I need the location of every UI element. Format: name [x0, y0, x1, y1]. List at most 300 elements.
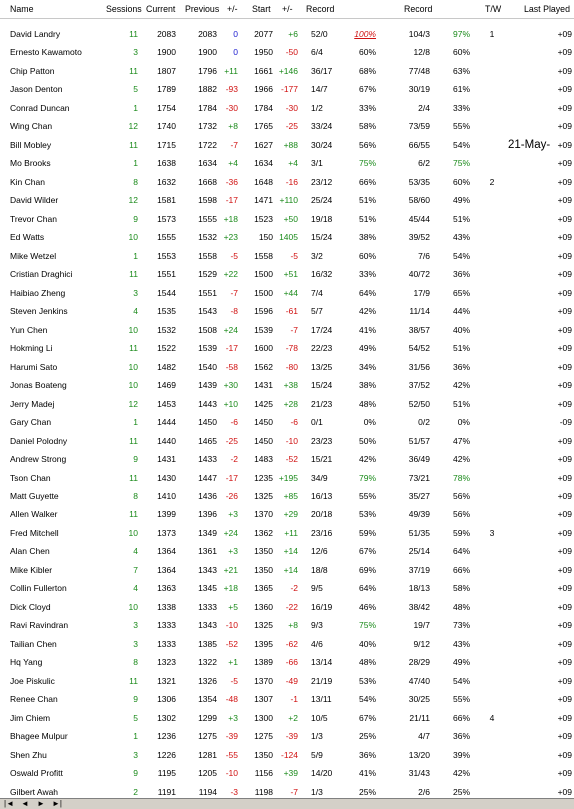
cell-sessions: 9 — [133, 768, 138, 779]
cell-pct1: 48% — [358, 657, 376, 668]
table-row[interactable] — [0, 654, 574, 673]
table-row[interactable] — [0, 414, 574, 433]
table-row[interactable] — [0, 728, 574, 747]
cell-d1: +30 — [223, 380, 238, 391]
cell-current: 1754 — [157, 102, 176, 113]
cell-start: 1562 — [254, 361, 273, 372]
cell-d2: -66 — [285, 657, 298, 668]
cell-current: 1900 — [157, 47, 176, 58]
cell-start: 1600 — [254, 343, 273, 354]
cell-d1: +22 — [223, 269, 238, 280]
cell-d2: -1 — [290, 694, 298, 705]
cell-start: 1950 — [254, 47, 273, 58]
cell-d1: +24 — [223, 527, 238, 538]
cell-start: 1350 — [254, 546, 273, 557]
cell-pct2: 58% — [452, 583, 470, 594]
cell-start: 1325 — [254, 620, 273, 631]
cell-d2: +28 — [283, 398, 298, 409]
table-row[interactable] — [0, 617, 574, 636]
cell-last: +09 — [557, 29, 572, 39]
cell-current: 1715 — [157, 139, 176, 150]
cell-record2: 52/50 — [408, 398, 430, 409]
cell-name: Allen Walker — [10, 509, 58, 520]
cell-record: 19/18 — [311, 213, 333, 224]
table-row[interactable] — [0, 562, 574, 581]
cell-current: 1338 — [157, 601, 176, 612]
cell-start: 1389 — [254, 657, 273, 668]
cell-start: 1500 — [254, 269, 273, 280]
cell-pct1: 67% — [358, 712, 376, 723]
table-row[interactable] — [0, 192, 574, 211]
cell-current: 1573 — [157, 213, 176, 224]
cell-record: 5/7 — [311, 306, 323, 317]
table-row[interactable] — [0, 63, 574, 82]
cell-pct2: 36% — [452, 731, 470, 742]
cell-record: 16/32 — [311, 269, 333, 280]
cell-pct2: 73% — [452, 620, 470, 631]
cell-start: 1156 — [254, 768, 273, 779]
cell-pct2: 49% — [452, 657, 470, 668]
cell-start: 1966 — [254, 84, 273, 95]
cell-previous: 1508 — [198, 324, 217, 335]
cell-current: 1444 — [157, 417, 176, 428]
cell-start: 1350 — [254, 749, 273, 760]
table-row[interactable] — [0, 710, 574, 729]
cell-name: Shen Zhu — [10, 749, 47, 760]
cell-pct1: 53% — [358, 509, 376, 520]
cell-current: 1364 — [157, 546, 176, 557]
cell-record2: 54/52 — [408, 343, 430, 354]
cell-name: Mike Wetzel — [10, 250, 57, 261]
header-start: Start — [252, 4, 271, 14]
cell-last: +09 — [557, 306, 572, 317]
cell-pct1: 55% — [358, 491, 376, 501]
cell-d1: -36 — [225, 176, 238, 187]
cell-d1: -58 — [225, 361, 238, 372]
cell-previous: 1529 — [198, 269, 217, 280]
cell-previous: 1882 — [198, 84, 217, 95]
table-row[interactable] — [0, 451, 574, 470]
cell-pct1: 25% — [358, 786, 376, 797]
table-row[interactable] — [0, 470, 574, 489]
cell-record: 33/24 — [311, 121, 333, 132]
table-row[interactable] — [0, 580, 574, 599]
cell-record: 9/3 — [311, 620, 323, 631]
cell-d1: -17 — [225, 472, 238, 483]
cell-last: +09 — [557, 176, 572, 187]
cell-record: 1/2 — [311, 102, 323, 113]
cell-d1: -2 — [230, 454, 238, 465]
cell-pct1: 38% — [358, 232, 376, 243]
cell-record2: 47/40 — [408, 675, 430, 686]
cell-last: +09 — [557, 583, 572, 594]
cell-record2: 30/25 — [408, 694, 430, 705]
cell-sessions: 9 — [133, 454, 138, 465]
cell-d2: +29 — [283, 509, 298, 520]
cell-pct1: 75% — [358, 620, 376, 631]
cell-d2: -78 — [285, 343, 298, 354]
cell-d1: -55 — [225, 749, 238, 760]
cell-last: +09 — [557, 269, 572, 280]
cell-previous: 1551 — [198, 287, 217, 298]
cell-sessions: 12 — [128, 121, 138, 132]
cell-record: 36/17 — [311, 65, 333, 76]
cell-pct1: 42% — [358, 454, 376, 465]
cell-pct1: 36% — [358, 749, 376, 760]
cell-start: 1765 — [254, 121, 273, 132]
cell-pct1: 58% — [358, 121, 376, 132]
cell-name: Yun Chen — [10, 324, 48, 335]
cell-record: 15/24 — [311, 380, 333, 391]
last-sheet-button[interactable]: ►| — [52, 799, 62, 808]
cell-name: Fred Mitchell — [10, 527, 59, 538]
prev-sheet-button[interactable]: ◄ — [21, 799, 29, 808]
table-row[interactable] — [0, 137, 574, 156]
cell-start: 1198 — [254, 786, 273, 797]
header-change-2: +/- — [282, 4, 293, 14]
table-row[interactable] — [0, 506, 574, 525]
cell-pct1: 46% — [358, 601, 376, 612]
cell-pct2: 42% — [452, 380, 470, 391]
cell-d1: +24 — [223, 324, 238, 335]
cell-previous: 1322 — [198, 657, 217, 668]
cell-start: 1325 — [254, 491, 273, 501]
cell-record2: 38/57 — [408, 324, 430, 335]
cell-record: 14/7 — [311, 84, 328, 95]
cell-last: +09 — [557, 84, 572, 95]
cell-last: +09 — [557, 195, 572, 206]
cell-previous: 1465 — [198, 435, 217, 446]
cell-d1: +18 — [223, 583, 238, 594]
table-row[interactable] — [0, 340, 574, 359]
cell-record: 21/23 — [311, 398, 333, 409]
cell-name: Ernesto Kawamoto — [10, 47, 82, 58]
cell-pct1: 51% — [358, 213, 376, 224]
cell-start: 1365 — [254, 583, 273, 594]
cell-last: +09 — [557, 786, 572, 797]
cell-last: +09 — [557, 768, 572, 779]
cell-previous: 1900 — [198, 47, 217, 58]
cell-record2: 7/6 — [418, 250, 430, 261]
table-row[interactable] — [0, 599, 574, 618]
cell-record: 23/16 — [311, 527, 333, 538]
cell-previous: 1558 — [198, 250, 217, 261]
cell-record: 22/23 — [311, 343, 333, 354]
cell-previous: 1543 — [198, 306, 217, 317]
cell-name: Andrew Strong — [10, 454, 67, 465]
cell-sessions: 7 — [133, 564, 138, 575]
cell-pct1: 60% — [358, 47, 376, 58]
header-sessions: Sessions — [106, 4, 142, 14]
cell-current: 1555 — [157, 232, 176, 243]
table-row[interactable] — [0, 433, 574, 452]
cell-last: +09 — [557, 491, 572, 501]
cell-d1: -17 — [225, 343, 238, 354]
table-row[interactable] — [0, 525, 574, 544]
cell-last: +09 — [557, 638, 572, 649]
cell-name: Jonas Boateng — [10, 380, 67, 391]
cell-record: 17/24 — [311, 324, 333, 335]
cell-sessions: 5 — [133, 712, 138, 723]
cell-last: +09 — [557, 213, 572, 224]
cell-pct1: 67% — [358, 84, 376, 95]
table-row[interactable] — [0, 118, 574, 137]
cell-name: Tson Chan — [10, 472, 51, 483]
cell-pct2: 55% — [452, 694, 470, 705]
cell-record: 13/25 — [311, 361, 333, 372]
cell-current: 1522 — [157, 343, 176, 354]
cell-last: +09 — [557, 564, 572, 575]
cell-pct1: 38% — [358, 380, 376, 391]
cell-name: Conrad Duncan — [10, 102, 70, 113]
cell-last: +09 — [557, 675, 572, 686]
cell-pct1: 25% — [358, 731, 376, 742]
cell-sessions: 4 — [133, 546, 138, 557]
cell-pct2: 47% — [452, 435, 470, 446]
cell-name: Mike Kibler — [10, 564, 53, 575]
cell-pct2: 60% — [452, 47, 470, 58]
cell-last: +09 — [557, 749, 572, 760]
cell-previous: 1275 — [198, 731, 217, 742]
cell-name: Matt Guyette — [10, 491, 59, 501]
cell-name: Jason Denton — [10, 84, 63, 95]
cell-record2: 77/48 — [408, 65, 430, 76]
cell-start: 1431 — [254, 380, 273, 391]
cell-record2: 21/11 — [409, 712, 430, 723]
cell-start: 1350 — [254, 564, 273, 575]
cell-d1: -5 — [230, 675, 238, 686]
header-tw: T/W — [485, 4, 502, 14]
cell-previous: 1668 — [198, 176, 217, 187]
table-row[interactable] — [0, 174, 574, 193]
table-row[interactable] — [0, 636, 574, 655]
cell-record: 15/21 — [311, 454, 333, 465]
cell-d1: -93 — [225, 84, 238, 95]
cell-sessions: 3 — [133, 287, 138, 298]
cell-pct2: 42% — [452, 768, 470, 779]
cell-current: 1226 — [157, 749, 176, 760]
cell-current: 1581 — [157, 195, 176, 206]
cell-sessions: 4 — [133, 583, 138, 594]
table-row[interactable] — [0, 488, 574, 507]
cell-d1: 0 — [233, 29, 238, 39]
cell-pct1: 33% — [358, 102, 376, 113]
table-row[interactable] — [0, 673, 574, 692]
table-row[interactable] — [0, 266, 574, 285]
cell-name: Ravi Ravindran — [10, 620, 69, 631]
table-row[interactable] — [0, 303, 574, 322]
cell-record2: 53/35 — [408, 176, 430, 187]
cell-current: 1440 — [157, 435, 176, 446]
cell-record: 1/3 — [311, 731, 323, 742]
cell-last: +09 — [557, 102, 572, 113]
cell-sessions: 4 — [133, 306, 138, 317]
cell-name: Daniel Polodny — [10, 435, 68, 446]
cell-d1: -48 — [225, 694, 238, 705]
table-row[interactable] — [0, 155, 574, 174]
cell-pct2: 75% — [452, 158, 470, 169]
cell-record2: 25/14 — [408, 546, 430, 557]
cell-record: 1/3 — [311, 786, 323, 797]
cell-last: +09 — [557, 121, 572, 132]
table-row[interactable] — [0, 100, 574, 119]
cell-start: 1558 — [254, 250, 273, 261]
cell-sessions: 2 — [133, 786, 138, 797]
cell-start: 1235 — [254, 472, 273, 483]
cell-sessions: 9 — [133, 694, 138, 705]
cell-record: 3/1 — [311, 158, 323, 169]
table-row[interactable] — [0, 359, 574, 378]
cell-current: 1535 — [157, 306, 176, 317]
cell-name: Tailian Chen — [10, 638, 57, 649]
table-row[interactable] — [0, 543, 574, 562]
table-row[interactable] — [0, 765, 574, 784]
table-row[interactable] — [0, 396, 574, 415]
cell-sessions: 10 — [128, 527, 138, 538]
cell-pct2: 39% — [452, 749, 470, 760]
cell-current: 1195 — [157, 768, 176, 779]
cell-name: Hokming Li — [10, 343, 53, 354]
cell-pct2: 61% — [452, 84, 470, 95]
cell-pct1: 42% — [358, 306, 376, 317]
cell-sessions: 3 — [133, 749, 138, 760]
table-row[interactable] — [0, 81, 574, 100]
cell-record2: 2/6 — [418, 786, 430, 797]
cell-d1: +1 — [228, 657, 238, 668]
cell-previous: 1443 — [198, 398, 217, 409]
cell-last: +09 — [557, 472, 572, 483]
cell-current: 1191 — [157, 786, 176, 797]
cell-d1: 0 — [233, 47, 238, 58]
cell-start: 1627 — [254, 139, 273, 150]
cell-start: 1661 — [254, 65, 273, 76]
cell-sessions: 12 — [128, 398, 138, 409]
cell-record2: 45/44 — [408, 213, 430, 224]
cell-start: 1450 — [254, 435, 273, 446]
cell-current: 1399 — [157, 509, 176, 520]
cell-pct1: 41% — [358, 768, 376, 779]
cell-d1: +3 — [228, 509, 238, 520]
table-row[interactable] — [0, 322, 574, 341]
cell-last: +09 — [557, 435, 572, 446]
cell-record: 34/9 — [311, 472, 328, 483]
cell-d2: +14 — [283, 546, 298, 557]
cell-record2: 40/72 — [408, 269, 430, 280]
cell-d1: -3 — [230, 786, 238, 797]
next-sheet-button[interactable]: ► — [37, 799, 45, 808]
cell-d2: -52 — [285, 454, 298, 465]
cell-start: 1471 — [254, 195, 273, 206]
cell-pct1: 41% — [358, 324, 376, 335]
cell-name: Bhagee Mulpur — [10, 731, 68, 742]
cell-d2: +110 — [279, 195, 298, 206]
cell-pct2: 78% — [452, 472, 470, 483]
cell-sessions: 5 — [133, 84, 138, 95]
table-row[interactable] — [0, 248, 574, 267]
cell-record2: 31/56 — [408, 361, 430, 372]
cell-d1: -30 — [225, 102, 238, 113]
sheet-tab-bar — [0, 798, 574, 809]
cell-pct2: 60% — [452, 176, 470, 187]
cell-current: 1638 — [157, 158, 176, 169]
cell-name: Hq Yang — [10, 657, 43, 668]
cell-name: Oswald Profitt — [10, 768, 63, 779]
cell-current: 1363 — [157, 583, 176, 594]
cell-record2: 66/55 — [408, 139, 430, 150]
cell-d1: +3 — [228, 546, 238, 557]
first-sheet-button[interactable]: |◄ — [4, 799, 14, 808]
cell-d2: -50 — [285, 47, 298, 58]
cell-d1: -10 — [225, 620, 238, 631]
table-row[interactable] — [0, 747, 574, 766]
cell-sessions: 11 — [129, 65, 138, 76]
cell-sessions: 3 — [133, 638, 138, 649]
cell-name: Alan Chen — [10, 546, 50, 557]
cell-start: 1483 — [254, 454, 273, 465]
cell-tw: 3 — [489, 527, 495, 538]
cell-pct2: 56% — [452, 509, 470, 520]
cell-record: 4/6 — [311, 638, 323, 649]
cell-d2: -177 — [280, 84, 298, 95]
table-row[interactable] — [0, 229, 574, 248]
cell-sessions: 1 — [133, 102, 138, 113]
cell-record2: 51/35 — [408, 527, 430, 538]
cell-pct2: 51% — [452, 398, 470, 409]
cell-sessions: 11 — [129, 29, 138, 39]
cell-d1: -39 — [225, 731, 238, 742]
table-row[interactable] — [0, 691, 574, 710]
cell-d1: +18 — [223, 213, 238, 224]
table-row[interactable] — [0, 44, 574, 63]
cell-previous: 1450 — [198, 417, 217, 428]
cell-current: 1469 — [157, 380, 176, 391]
cell-name: Gary Chan — [10, 417, 52, 428]
cell-d1: +3 — [228, 712, 238, 723]
cell-pct1: 51% — [358, 195, 376, 206]
table-row[interactable] — [0, 211, 574, 230]
cell-start: 1425 — [254, 398, 273, 409]
cell-record: 16/19 — [311, 601, 333, 612]
table-row[interactable] — [0, 377, 574, 396]
cell-record: 12/6 — [311, 546, 328, 557]
cell-pct1: 67% — [358, 546, 376, 557]
cell-last: +09 — [557, 509, 572, 520]
cell-name: Wing Chan — [10, 121, 53, 132]
cell-pct2: 43% — [452, 232, 470, 243]
cell-last: +09 — [557, 232, 572, 243]
table-row[interactable] — [0, 285, 574, 304]
cell-d1: -25 — [225, 435, 238, 446]
cell-current: 1551 — [157, 269, 176, 280]
floating-date-cell: 21-May- — [508, 139, 551, 151]
cell-d2: +38 — [283, 380, 298, 391]
cell-d2: +2 — [288, 712, 298, 723]
cell-record2: 11/14 — [409, 306, 430, 317]
cell-previous: 1349 — [198, 527, 217, 538]
header-last-played: Last Played — [524, 4, 570, 14]
header-record-2: Record — [404, 4, 433, 14]
cell-current: 1430 — [157, 472, 176, 483]
cell-d2: -2 — [290, 583, 298, 594]
cell-start: 1634 — [254, 158, 273, 169]
header-change-1: +/- — [227, 4, 238, 14]
cell-name: Harumi Sato — [10, 361, 58, 372]
table-row[interactable] — [0, 26, 574, 45]
cell-d2: -16 — [285, 176, 298, 187]
header-divider — [0, 18, 574, 19]
cell-previous: 1732 — [198, 121, 217, 132]
cell-record2: 4/7 — [418, 731, 430, 742]
